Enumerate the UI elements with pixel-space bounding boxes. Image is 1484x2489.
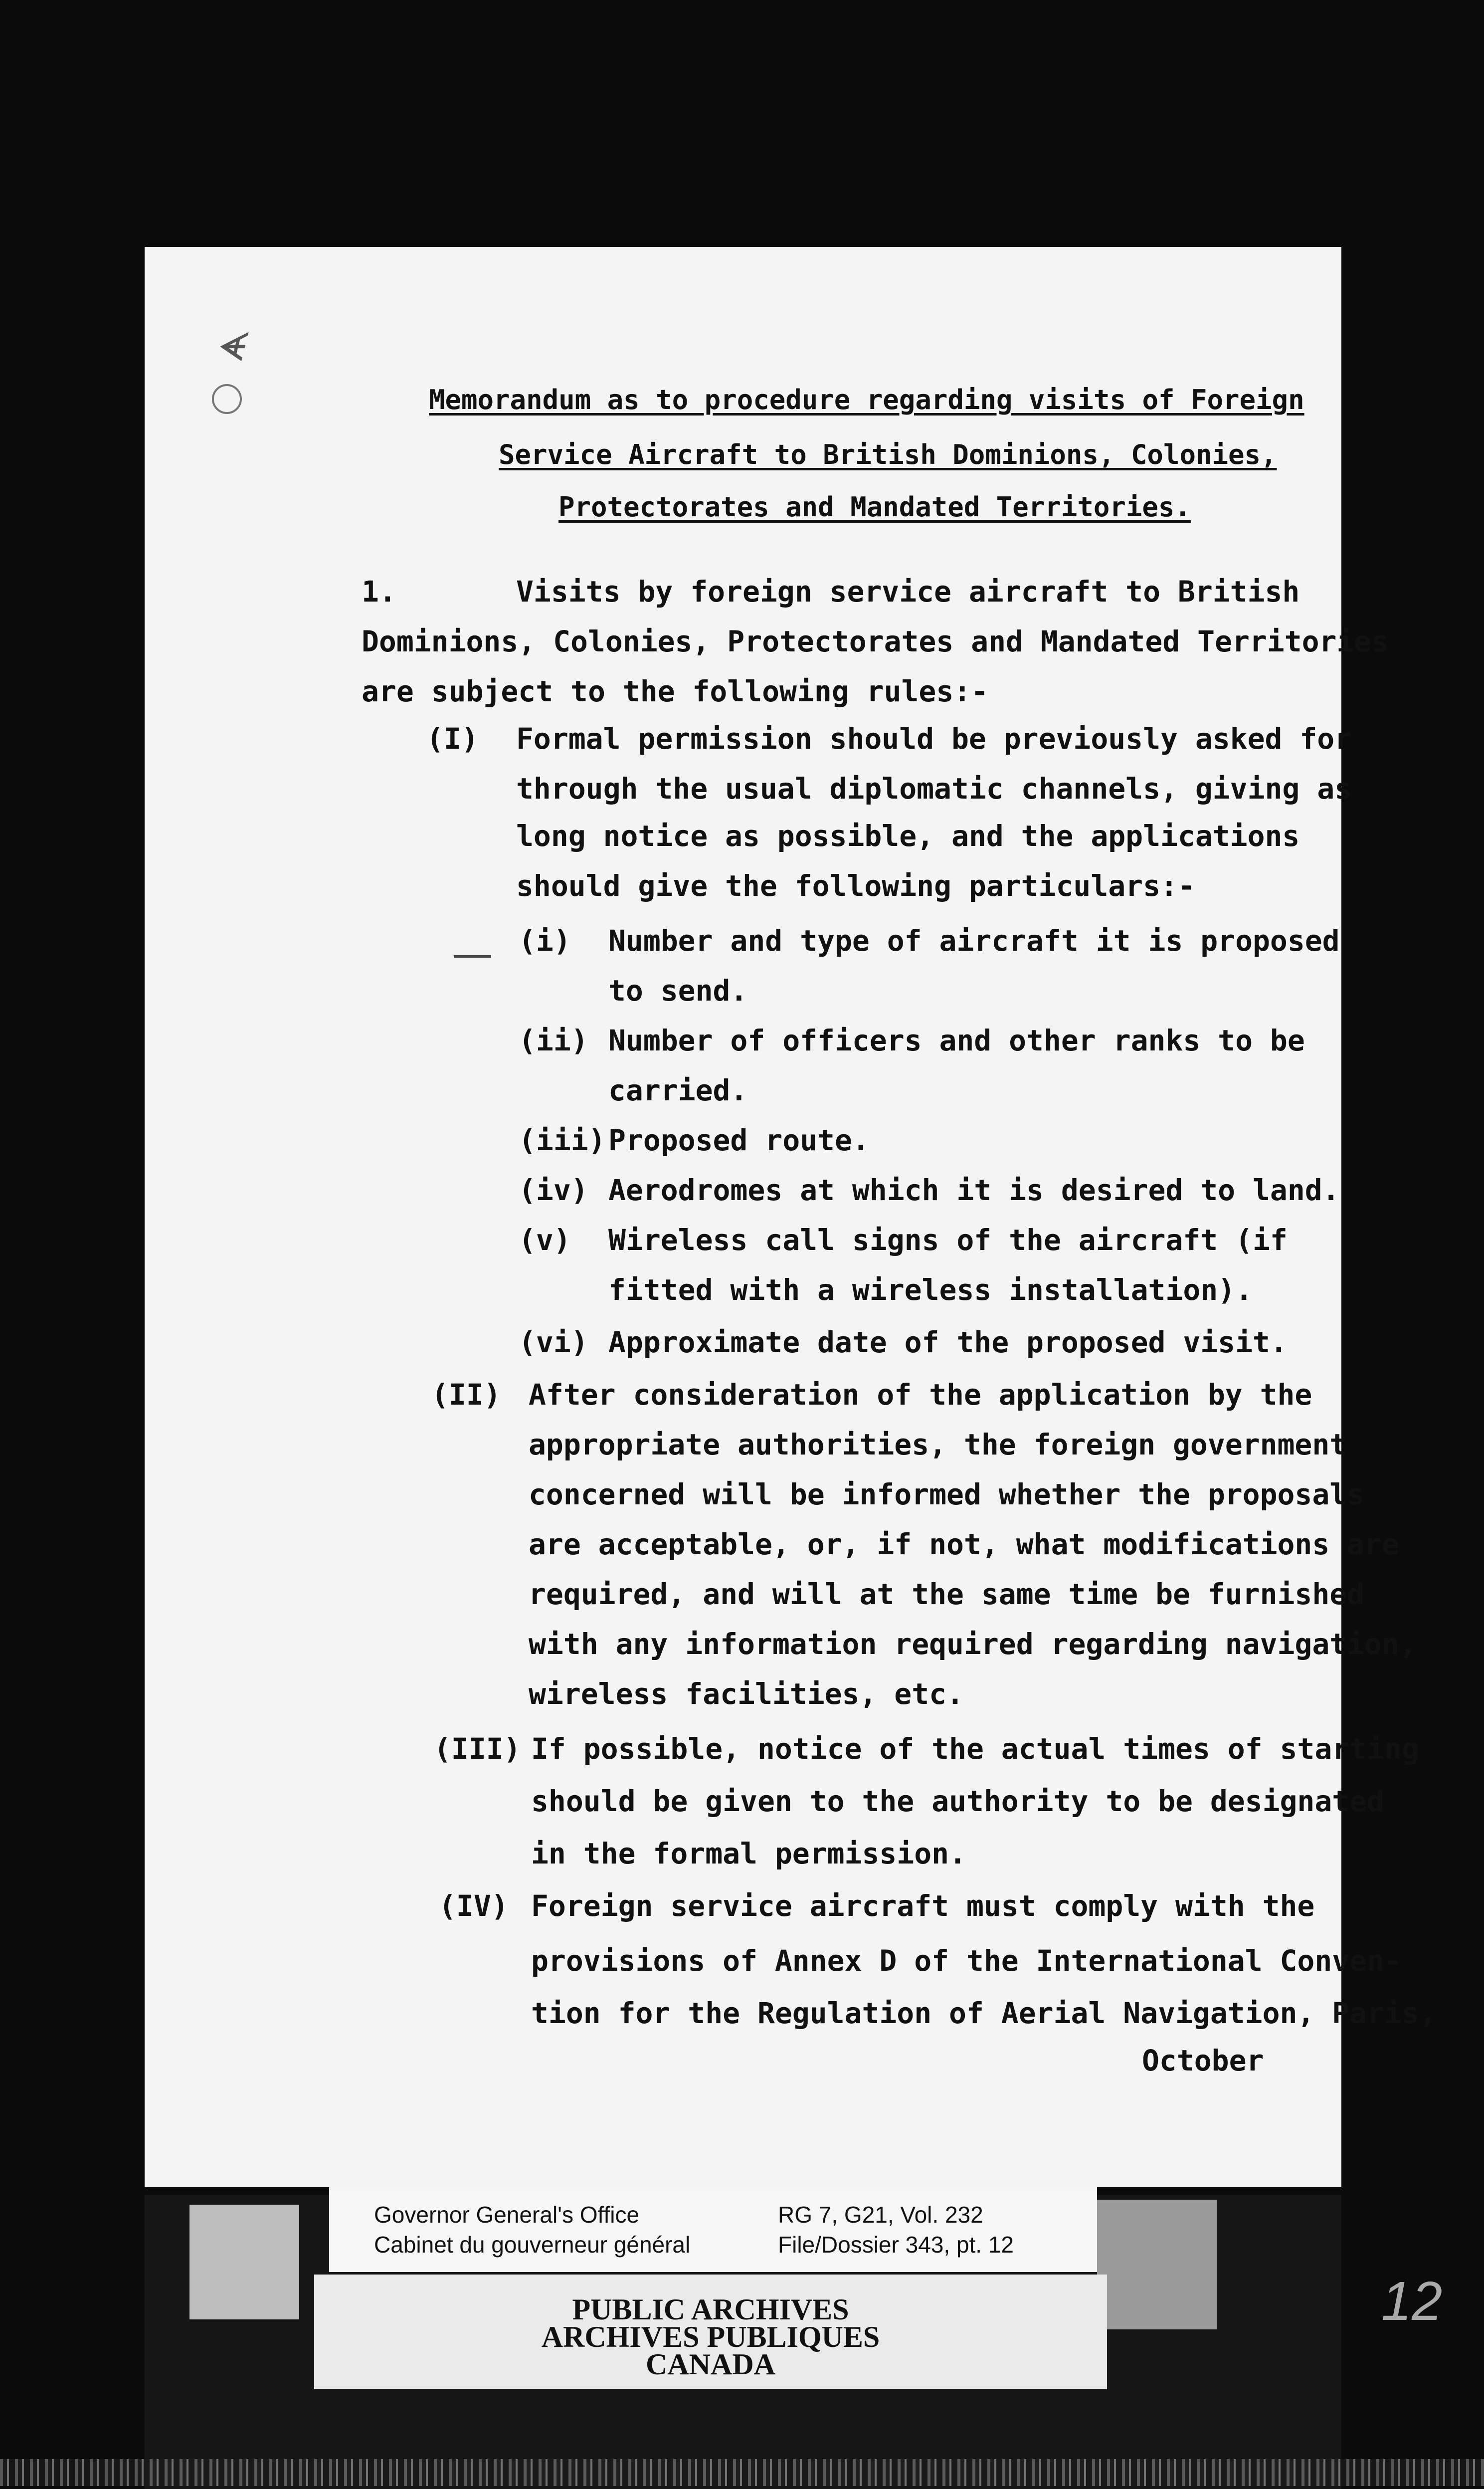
margin-pencil-mark: ᗛ xyxy=(214,324,244,371)
rule-II-label: (II) xyxy=(431,1378,501,1412)
archive-stamp xyxy=(314,2275,1107,2389)
rule-IV-line-2: provisions of Annex D of the International Conven- xyxy=(531,1944,1402,1978)
particular-ii-label: (ii) xyxy=(519,1024,588,1057)
particular-vi-label: (vi) xyxy=(519,1325,588,1359)
particular-vi-line-1: Approximate date of the proposed visit. xyxy=(608,1325,1288,1359)
stamp-line-2: ARCHIVES PUBLIQUES xyxy=(541,2320,880,2353)
memo-title-line-3: Protectorates and Mandated Territories. xyxy=(558,491,1191,523)
particular-ii-line-2: carried. xyxy=(608,1073,748,1107)
para1-line-3: are subject to the following rules:- xyxy=(362,674,989,708)
particular-iii-label: (iii) xyxy=(519,1123,606,1157)
particular-iv-line-1: Aerodromes at which it is desired to land. xyxy=(608,1173,1340,1207)
memo-title-line-2: Service Aircraft to British Dominions, Colonies, xyxy=(499,439,1277,470)
office-name-fr: Cabinet du gouverneur général xyxy=(374,2232,691,2258)
para1-line-1: Visits by foreign service aircraft to British xyxy=(516,575,1300,609)
rule-II-line-2: appropriate authorities, the foreign government xyxy=(529,1428,1347,1461)
archive-reference-label xyxy=(329,2187,1097,2272)
rule-II-line-7: wireless facilities, etc. xyxy=(529,1677,964,1711)
rule-I-label: (I) xyxy=(426,722,479,756)
particular-iii-line-1: Proposed route. xyxy=(608,1123,870,1157)
memo-title-line-1: Memorandum as to procedure regarding visits of Foreign xyxy=(429,384,1304,415)
film-strip-light-patch xyxy=(189,2205,299,2319)
rule-II-line-1: After consideration of the application by the xyxy=(529,1378,1312,1412)
para1-line-2: Dominions, Colonies, Protectorates and Mandated Territories xyxy=(362,624,1389,658)
stamp-line-1: PUBLIC ARCHIVES xyxy=(572,2293,849,2326)
catchword: October xyxy=(1142,2044,1264,2077)
particular-iv-label: (iv) xyxy=(519,1173,588,1207)
archive-file: File/Dossier 343, pt. 12 xyxy=(778,2232,1014,2258)
rule-III-label: (III) xyxy=(434,1732,521,1766)
rule-I-line-3: long notice as possible, and the applications xyxy=(516,819,1300,853)
rule-III-line-1: If possible, notice of the actual times of starting xyxy=(531,1732,1419,1766)
particular-v-label: (v) xyxy=(519,1223,571,1257)
rule-I-line-2: through the usual diplomatic channels, giving as xyxy=(516,772,1352,806)
particular-ii-line-1: Number of officers and other ranks to be xyxy=(608,1024,1305,1057)
particular-v-line-2: fitted with a wireless installation). xyxy=(608,1273,1253,1307)
rule-IV-line-3: tion for the Regulation of Aerial Navigation, Paris, xyxy=(531,1996,1437,2030)
rule-II-line-4: are acceptable, or, if not, what modifications are xyxy=(529,1527,1399,1561)
rule-II-line-6: with any information required regarding navigation, xyxy=(529,1627,1417,1661)
rule-I-line-1: Formal permission should be previously asked for xyxy=(516,722,1352,756)
stamp-line-3: CANADA xyxy=(646,2348,775,2381)
para1-number: 1. xyxy=(362,575,396,609)
frame-number: 12 xyxy=(1381,2271,1443,2332)
rule-III-line-2: should be given to the authority to be designated xyxy=(531,1784,1385,1818)
rule-III-line-3: in the formal permission. xyxy=(531,1837,966,1870)
film-strip-light-patch-2 xyxy=(1097,2200,1217,2329)
particular-i-line-2: to send. xyxy=(608,974,748,1008)
particular-i-line-1: Number and type of aircraft it is proposed xyxy=(608,924,1340,958)
particular-i-label: (i) xyxy=(519,924,571,958)
rule-II-line-5: required, and will at the same time be furnished xyxy=(529,1577,1365,1611)
rule-IV-line-1: Foreign service aircraft must comply with the xyxy=(531,1889,1315,1923)
rule-I-line-4: should give the following particulars:- xyxy=(516,869,1195,903)
film-bottom-edge xyxy=(0,2459,1484,2486)
rule-II-line-3: concerned will be informed whether the proposals xyxy=(529,1477,1365,1511)
archive-reference: RG 7, G21, Vol. 232 xyxy=(778,2202,983,2228)
margin-circle-mark xyxy=(212,384,242,414)
particular-v-line-1: Wireless call signs of the aircraft (if xyxy=(608,1223,1288,1257)
office-name-en: Governor General's Office xyxy=(374,2202,640,2228)
margin-dash-mark xyxy=(454,955,491,958)
rule-IV-label: (IV) xyxy=(439,1889,509,1923)
